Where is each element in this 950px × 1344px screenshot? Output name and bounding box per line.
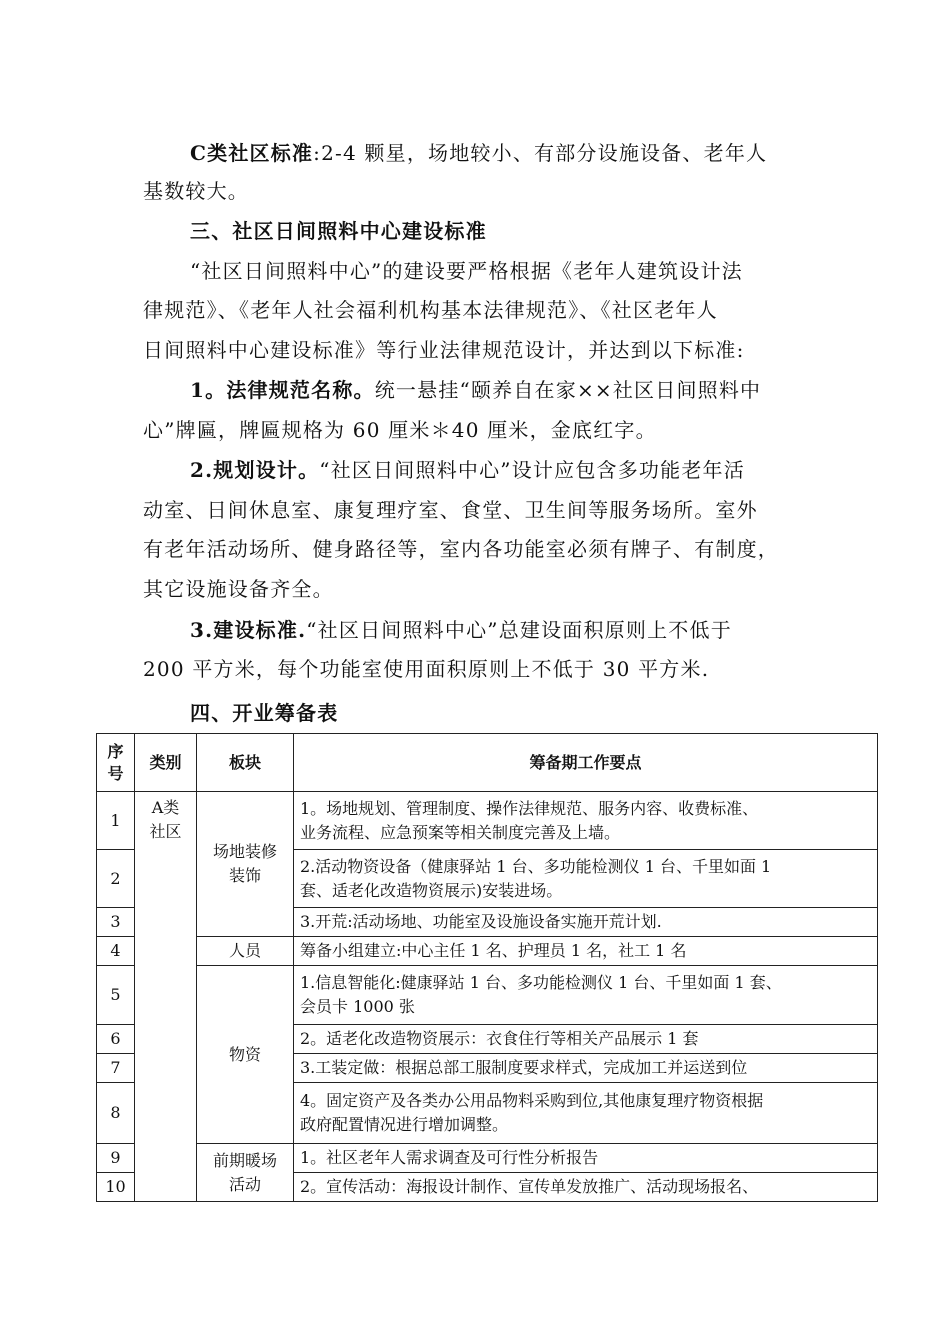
table-row: [97, 966, 878, 1025]
paragraph-line: 日间照料中心建设标准》等行业法律规范设计，并达到以下标准:: [143, 338, 745, 362]
table-row: [97, 792, 878, 850]
paragraph-line: 律规范》、《老年人社会福利机构基本法律规范》、《社区老年人: [143, 298, 718, 322]
work-point: 2。宣传活动：海报设计制作、宣传单发放推广、活动现场报名、: [294, 1173, 878, 1202]
c-class-standard-line: [190, 140, 767, 166]
category-cell: A类 社区: [135, 792, 197, 1202]
header-seq: 序 号: [97, 734, 135, 792]
header-points: 筹备期工作要点: [294, 734, 878, 792]
row-number: 4: [97, 937, 135, 966]
paragraph-line: “社区日间照料中心”的建设要严格根据《老年人建筑设计法: [190, 259, 743, 283]
item-3-label: 3.建设标准.: [190, 618, 307, 642]
item-1-line: [190, 377, 761, 403]
item-2-label: 2.规划设计。: [190, 458, 320, 482]
work-point: 1。场地规划、管理制度、操作法律规范、服务内容、收费标准、 业务流程、应急预案等相关制度完善及上墙。: [294, 792, 878, 850]
paragraph-line: 其它设施设备齐全。: [143, 577, 334, 601]
row-number: 8: [97, 1083, 135, 1144]
c-class-text: :2-4 颗星，场地较小、有部分设施设备、老年人: [313, 141, 768, 165]
header-block: 板块: [197, 734, 294, 792]
row-number: 3: [97, 908, 135, 937]
work-point: 4。固定资产及各类办公用品物料采购到位,其他康复理疗物资根据 政府配置情况进行增加调整。: [294, 1083, 878, 1144]
paragraph-line: 心”牌匾，牌匾规格为 60 厘米＊40 厘米，金底红字。: [143, 418, 657, 442]
work-point: 3.工装定做：根据总部工服制度要求样式，完成加工并运送到位: [294, 1054, 878, 1083]
row-number: 1: [97, 792, 135, 850]
row-number: 9: [97, 1144, 135, 1173]
header-category: 类别: [135, 734, 197, 792]
table-row: [97, 1144, 878, 1173]
row-number: 10: [97, 1173, 135, 1202]
work-point: 2。适老化改造物资展示：衣食住行等相关产品展示 1 套: [294, 1025, 878, 1054]
section-3-heading: 三、社区日间照料中心建设标准: [190, 219, 487, 243]
item-1-label: 1。法律规范名称。: [190, 378, 375, 402]
item-2-text: “社区日间照料中心”设计应包含多功能老年活: [319, 458, 745, 482]
paragraph-line: 200 平方米，每个功能室使用面积原则上不低于 30 平方米.: [143, 657, 710, 681]
table-row: [97, 937, 878, 966]
preparation-table: [96, 733, 878, 1202]
table-header-row: [97, 734, 878, 792]
c-class-text-cont: 基数较大。: [143, 179, 249, 203]
work-point: 1.信息智能化:健康驿站 1 台、多功能检测仪 1 台、千里如面 1 套、 会员卡 1000 张: [294, 966, 878, 1025]
section-4-heading: 四、开业筹备表: [190, 701, 339, 725]
row-number: 5: [97, 966, 135, 1025]
paragraph-line: 有老年活动场所、健身路径等，室内各功能室必须有牌子、有制度，: [143, 537, 779, 561]
work-point: 3.开荒:活动场地、功能室及设施设备实施开荒计划.: [294, 908, 878, 937]
c-class-label: C类社区标准: [190, 141, 314, 165]
work-point: 1。社区老年人需求调查及可行性分析报告: [294, 1144, 878, 1173]
block-materials: 物资: [197, 966, 294, 1144]
row-number: 2: [97, 850, 135, 908]
item-3-text: “社区日间照料中心”总建设面积原则上不低于: [306, 618, 732, 642]
paragraph-line: 动室、日间休息室、康复理疗室、食堂、卫生间等服务场所。室外: [143, 498, 758, 522]
item-2-line: [190, 457, 745, 483]
work-point: 2.活动物资设备（健康驿站 1 台、多功能检测仪 1 台、千里如面 1 套、适老化改造物资展示)安装进场。: [294, 850, 878, 908]
work-point: 筹备小组建立:中心主任 1 名、护理员 1 名，社工 1 名: [294, 937, 878, 966]
block-staff: 人员: [197, 937, 294, 966]
item-3-line: [190, 617, 732, 643]
row-number: 6: [97, 1025, 135, 1054]
block-warmup: 前期暖场 活动: [197, 1144, 294, 1202]
row-number: 7: [97, 1054, 135, 1083]
block-venue: 场地装修 装饰: [197, 792, 294, 937]
item-1-text: 统一悬挂“颐养自在家××社区日间照料中: [374, 378, 762, 402]
